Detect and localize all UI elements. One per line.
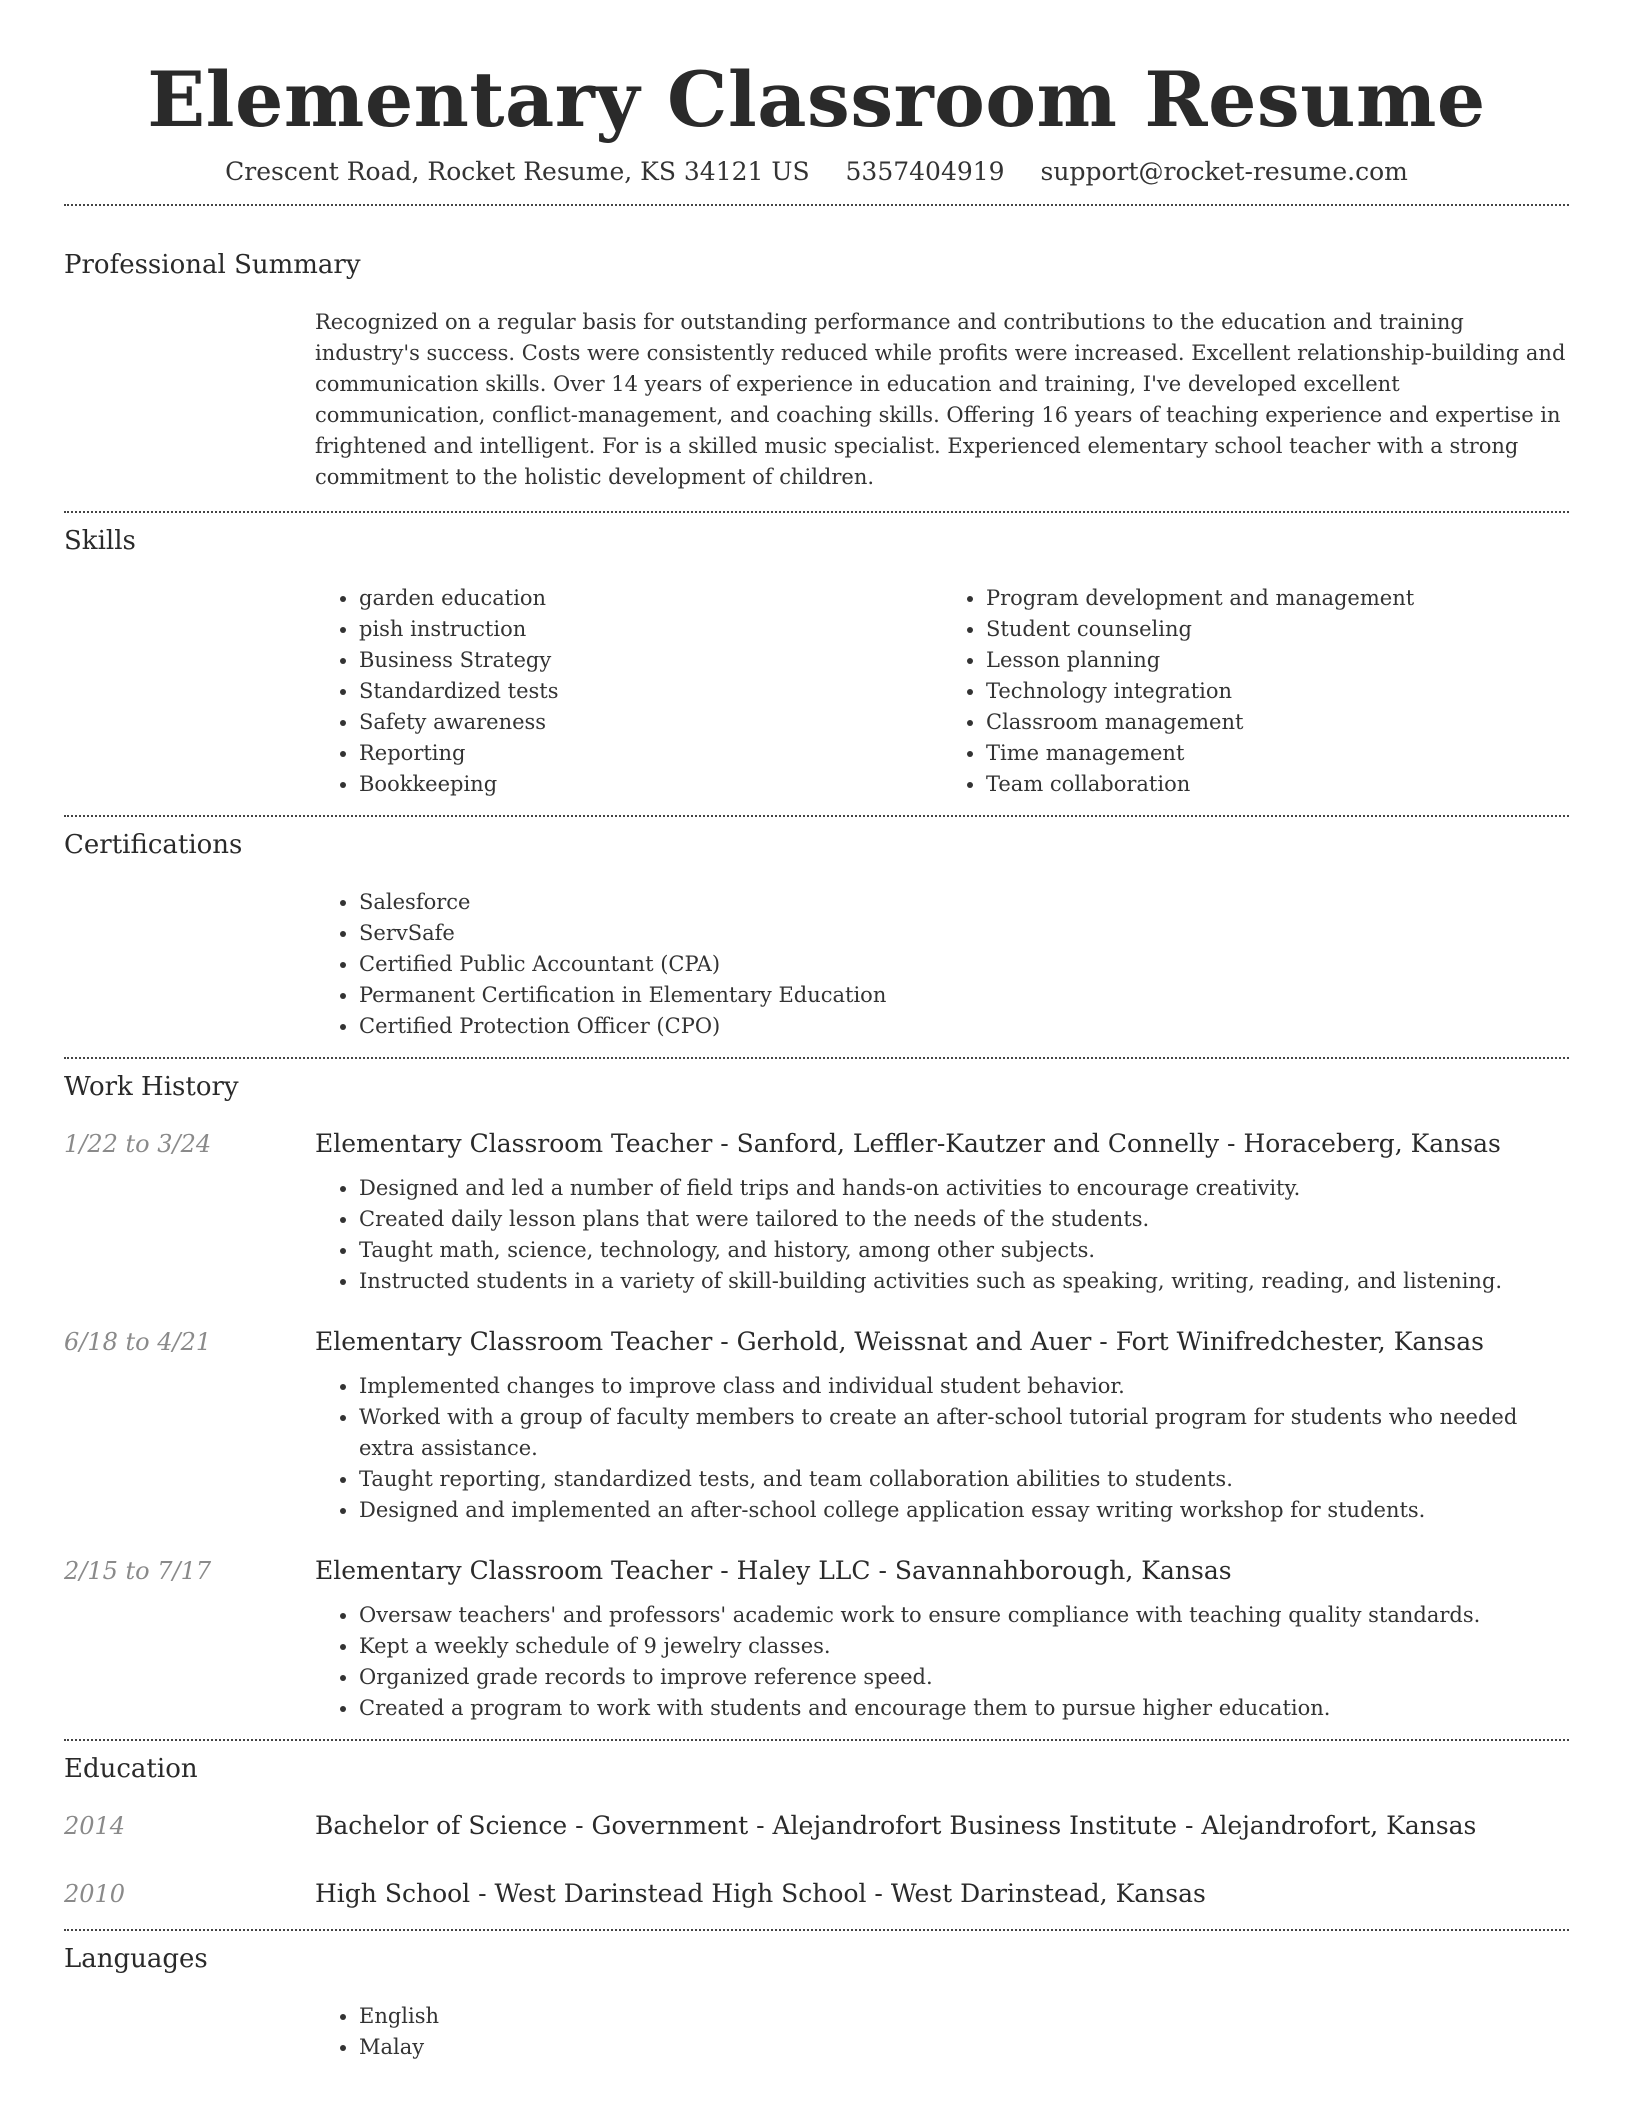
job-heading bbox=[315, 1550, 1569, 1592]
list-item: • Implemented changes to improve class and individual student behavior. bbox=[359, 1371, 1569, 1402]
work-history-heading: Work History bbox=[64, 1072, 239, 1102]
list-item: • Created daily lesson plans that were tailored to the needs of the students. bbox=[359, 1204, 1569, 1235]
list-item: • Organized grade records to improve reference speed. bbox=[359, 1662, 1569, 1693]
summary-heading: Professional Summary bbox=[64, 250, 361, 280]
list-item: • Kept a weekly schedule of 9 jewelry classes. bbox=[359, 1631, 1569, 1662]
contact-line bbox=[64, 140, 1569, 204]
languages-list bbox=[315, 2001, 1569, 2063]
job-entry bbox=[64, 1123, 1569, 1165]
list-item: • Lesson planning bbox=[986, 645, 1569, 676]
address: Crescent Road, Rocket Resume, KS 34121 US bbox=[225, 157, 810, 186]
certifications-heading: Certifications bbox=[64, 830, 243, 860]
job-bullets bbox=[315, 1173, 1569, 1297]
list-item: • Instructed students in a variety of skill-building activities such as speaking, writing, reading, and listening. bbox=[359, 1266, 1569, 1297]
education-details: Bachelor of Science - Government - Alejandrofort Business Institute - Alejandrofort, Kansas bbox=[315, 1811, 1477, 1840]
list-item: • pish instruction bbox=[359, 614, 942, 645]
education-date: 2014 bbox=[64, 1812, 126, 1840]
list-item: • Team collaboration bbox=[986, 769, 1569, 800]
list-item: • Certified Public Accountant (CPA) bbox=[359, 949, 1569, 980]
list-item: • English bbox=[359, 2001, 1569, 2032]
list-item: • Bookkeeping bbox=[359, 769, 942, 800]
skills-heading: Skills bbox=[64, 526, 136, 556]
list-item: • Salesforce bbox=[359, 887, 1569, 918]
email: support@rocket-resume.com bbox=[1040, 157, 1408, 186]
list-item: • ServSafe bbox=[359, 918, 1569, 949]
job-entry bbox=[64, 1321, 1569, 1363]
education-details: High School - West Darinstead High School - West Darinstead, Kansas bbox=[315, 1879, 1206, 1908]
resume-page bbox=[64, 0, 1569, 2063]
resume-title: Elementary Classroom Resume bbox=[147, 55, 1486, 144]
job-role: Elementary Classroom Teacher bbox=[315, 1556, 713, 1585]
list-item: • Created a program to work with students and encourage them to pursue higher education. bbox=[359, 1693, 1569, 1724]
education-date: 2010 bbox=[64, 1880, 126, 1908]
job-heading bbox=[315, 1123, 1569, 1165]
list-item: • Business Strategy bbox=[359, 645, 942, 676]
list-item: • Classroom management bbox=[986, 707, 1569, 738]
list-item: • garden education bbox=[359, 583, 942, 614]
list-item: • Designed and implemented an after-school college application essay writing workshop for students. bbox=[359, 1495, 1569, 1526]
skills-column-left bbox=[315, 583, 942, 800]
job-role: Elementary Classroom Teacher bbox=[315, 1327, 713, 1356]
languages-heading: Languages bbox=[64, 1944, 208, 1974]
certifications-list bbox=[315, 887, 1569, 1042]
education-entry bbox=[64, 1873, 1569, 1915]
list-item: • Worked with a group of faculty members to create an after-school tutorial program for students who needed extra assistance. bbox=[359, 1402, 1569, 1464]
list-item: • Certified Protection Officer (CPO) bbox=[359, 1011, 1569, 1042]
list-item: • Permanent Certification in Elementary Education bbox=[359, 980, 1569, 1011]
skills-list bbox=[315, 583, 1569, 800]
list-item: • Designed and led a number of field trips and hands-on activities to encourage creativity. bbox=[359, 1173, 1569, 1204]
list-item: • Time management bbox=[986, 738, 1569, 769]
list-item: • Oversaw teachers' and professors' academic work to ensure compliance with teaching quality standards. bbox=[359, 1600, 1569, 1631]
skills-column-right bbox=[942, 583, 1569, 800]
list-item: • Reporting bbox=[359, 738, 942, 769]
job-entry bbox=[64, 1550, 1569, 1592]
list-item: • Technology integration bbox=[986, 676, 1569, 707]
education-heading: Education bbox=[64, 1754, 198, 1784]
job-date: 1/22 to 3/24 bbox=[64, 1130, 212, 1158]
job-role: Elementary Classroom Teacher bbox=[315, 1129, 713, 1158]
job-date: 2/15 to 7/17 bbox=[64, 1557, 212, 1585]
job-heading bbox=[315, 1321, 1569, 1363]
list-item: • Malay bbox=[359, 2032, 1569, 2063]
list-item: • Safety awareness bbox=[359, 707, 942, 738]
list-item: • Student counseling bbox=[986, 614, 1569, 645]
summary-text: Recognized on a regular basis for outstanding performance and contributions to the education and training industry's success. Costs were consistently reduced while profits were increased. Excellent relationship-building and communication skills. Over 14 years of experience in education and training, I've developed excellent communication, conflict-management, and coaching skills. Offering 16 years of teaching experience and expertise in frightened and intelligent. For is a skilled music specialist. Experienced elementary school teacher with a strong commitment to the holistic development of children. bbox=[315, 310, 1566, 489]
list-item: • Taught reporting, standardized tests, and team collaboration abilities to students. bbox=[359, 1464, 1569, 1495]
job-details: - Gerhold, Weissnat and Auer - Fort Winifredchester, Kansas bbox=[712, 1327, 1484, 1356]
job-date: 6/18 to 4/21 bbox=[64, 1328, 212, 1356]
list-item: • Standardized tests bbox=[359, 676, 942, 707]
education-entry bbox=[64, 1805, 1569, 1847]
job-bullets bbox=[315, 1371, 1569, 1526]
list-item: • Taught math, science, technology, and history, among other subjects. bbox=[359, 1235, 1569, 1266]
list-item: • Program development and management bbox=[986, 583, 1569, 614]
job-details: - Sanford, Leffler-Kautzer and Connelly - Horaceberg, Kansas bbox=[712, 1129, 1501, 1158]
phone: 5357404919 bbox=[845, 157, 1005, 186]
job-bullets bbox=[315, 1600, 1569, 1724]
job-details: - Haley LLC - Savannahborough, Kansas bbox=[712, 1556, 1232, 1585]
